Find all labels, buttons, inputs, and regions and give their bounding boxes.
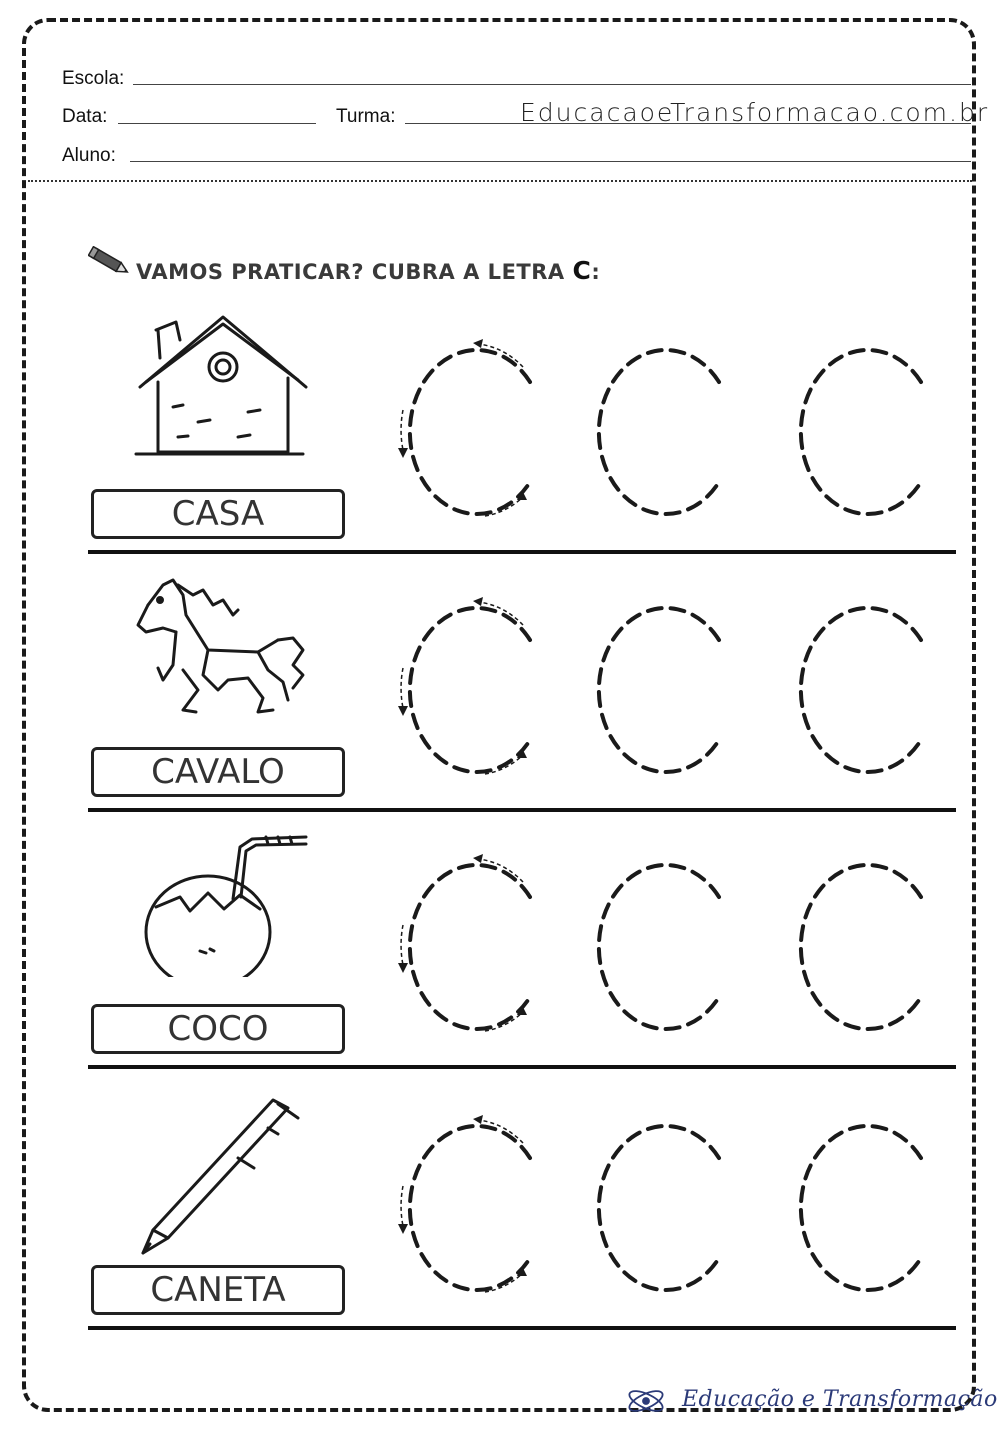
escola-label: Escola: [62,68,125,89]
atom-logo-icon [626,1384,666,1418]
aluno-label: Aluno: [62,145,116,166]
tracing-c-group[interactable] [373,847,933,1037]
data-field[interactable] [118,123,316,124]
stroke-direction-arrows [401,344,523,516]
baseline [88,808,956,812]
instruction-main: VAMOS PRATICAR? CUBRA A LETRA [136,260,573,284]
practice-row-casa [88,312,958,568]
tracing-c-2 [599,608,719,772]
tracing-c-guided [410,865,530,1029]
horse-icon [128,570,308,720]
baseline [88,550,956,554]
tracing-c-2 [599,1126,719,1290]
practice-row-caneta [88,1088,958,1344]
word-box-cavalo: CAVALO [91,747,345,797]
coconut-icon [128,827,308,977]
word-box-caneta: CANETA [91,1265,345,1315]
tracing-c-group[interactable] [373,590,933,780]
tracing-c-3 [801,608,921,772]
tracing-c-3 [801,350,921,514]
tracing-c-3 [801,1126,921,1290]
tracing-c-guided [410,350,530,514]
tracing-c-2 [599,865,719,1029]
footer-brand: Educação e Transformação [682,1387,998,1412]
turma-label: Turma: [336,106,396,127]
tracing-c-2 [599,350,719,514]
stroke-direction-arrows [401,859,523,1031]
practice-row-coco [88,827,958,1083]
tracing-c-group[interactable] [373,1108,933,1298]
aluno-field[interactable] [130,161,971,162]
word-box-coco: COCO [91,1004,345,1054]
header-separator [28,180,972,182]
baseline [88,1326,956,1330]
instruction-text [136,256,600,285]
escola-field[interactable] [133,84,971,85]
tracing-c-guided [410,1126,530,1290]
data-label: Data: [62,106,108,127]
site-url: EducacaoeTransformacao.com.br [520,98,990,127]
house-icon [128,312,308,462]
instruction-suffix: : [591,260,601,284]
tracing-c-3 [801,865,921,1029]
pencil-icon [88,246,132,278]
word-box-casa: CASA [91,489,345,539]
tracing-c-guided [410,608,530,772]
baseline [88,1065,956,1069]
stroke-direction-arrows [401,1120,523,1292]
tracing-c-group[interactable] [373,332,933,522]
practice-row-cavalo [88,570,958,826]
stroke-direction-arrows [401,602,523,774]
pen-icon [128,1088,308,1258]
instruction-letter: C [572,256,592,285]
